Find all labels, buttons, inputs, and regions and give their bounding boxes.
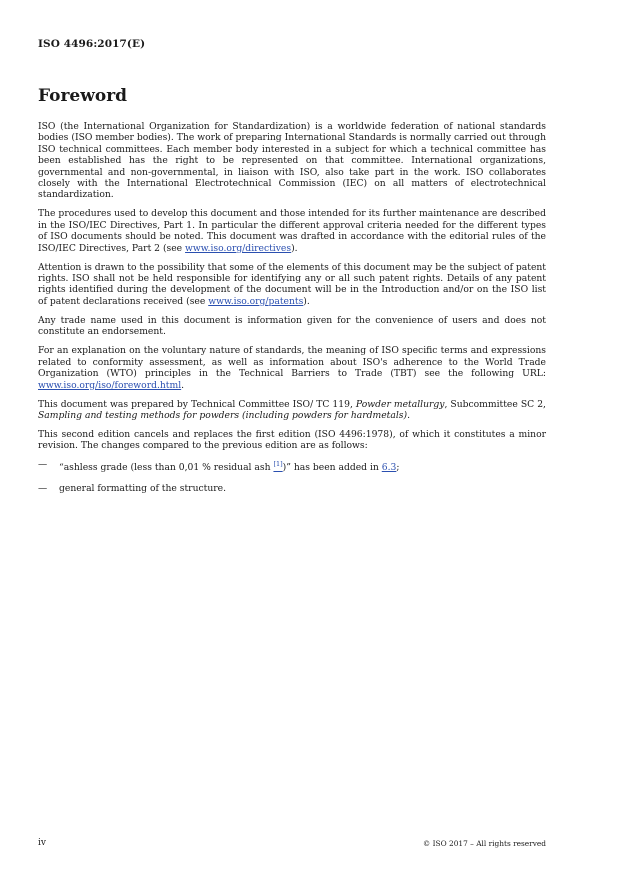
copyright-notice: © ISO 2017 – All rights reserved [422, 839, 546, 848]
list-text: )” has been added in [282, 462, 382, 474]
page-title: Foreword [38, 86, 128, 106]
list-item-text: general formatting of the structure. [59, 482, 226, 494]
paragraph-voluntary-nature [38, 345, 546, 391]
paragraph-text: ). [303, 295, 310, 307]
reference-number: [1] [273, 460, 283, 469]
paragraph-patents [38, 262, 546, 308]
paragraph-text: ISO (the International Organization for Standardization) is a worldwide federation of national standards bodies (ISO member bodies). The work of preparing International Standards is normally carried out through ISO technical committees. Each member body interested in a subject for which a technical committee has been established has the right to be represented on that committee. International organizations, governmental and non-governmental, in liaison with ISO, also take part in the work. ISO collaborates closely with the International Electrotechnical Commission (IEC) on all matters of electrotechnical standardization. [38, 121, 546, 201]
paragraph-text: . [181, 379, 185, 391]
paragraph-trade-name [38, 315, 546, 338]
patents-link[interactable]: www.iso.org/patents [208, 295, 304, 307]
list-dash: — [38, 459, 48, 471]
list-text: ; [396, 462, 400, 474]
paragraph-edition [38, 429, 546, 452]
list-item [38, 483, 546, 494]
paragraph-text: For an explanation on the voluntary nature of standards, the meaning of ISO specific terms and expressions related to conformity assessment, as well as information about ISO's adherence to the World Trade Organization (WTO) principles in the Technical Barriers to Trade (TBT) see the following URL: [38, 345, 546, 380]
directives-link[interactable]: www.iso.org/directives [185, 242, 292, 254]
subcommittee-title: Sampling and testing methods for powders (including powders for hardmetals) [38, 409, 408, 421]
paragraph-text: This second edition cancels and replaces the first edition (ISO 4496:1978), of which it constitutes a minor revision. The changes compared to the previous edition are as follows: [38, 428, 546, 452]
foreword-url-link[interactable]: www.iso.org/iso/foreword.html [38, 379, 182, 391]
paragraph-text: ). [291, 242, 298, 254]
list-text: “ashless grade (less than 0,01 % residual ash [59, 462, 274, 474]
committee-title: Powder metallurgy [355, 398, 445, 410]
clause-6-3-link[interactable]: 6.3 [381, 462, 397, 474]
paragraph-procedures [38, 208, 546, 254]
foreword-body [38, 121, 546, 503]
paragraph-text: The procedures used to develop this document and those intended for its further maintenance are described in the ISO/IEC Directives, Part 1. In particular the different approval criteria needed for the different types of ISO documents should be noted. This document was drafted in accordance with the editorial rules of the ISO/IEC Directives, Part 2 (see [38, 208, 546, 254]
paragraph-iso-overview [38, 121, 546, 201]
paragraph-text: . [407, 409, 411, 421]
list-item [38, 459, 546, 473]
page-number: iv [38, 838, 46, 848]
bibliography-ref-link[interactable] [273, 462, 282, 473]
paragraph-text: This document was prepared by Technical Committee ISO/ TC 119, [38, 398, 356, 410]
list-dash: — [38, 482, 48, 494]
paragraph-text: Attention is drawn to the possibility that some of the elements of this document may be the subject of patent rights. ISO shall not be held responsible for identifying any or all such patent rights. Details of any patent rights identified during the development of the document will be in the Introduction and/or on the ISO list of patent declarations received (see [38, 261, 546, 307]
list-item-text [59, 459, 399, 473]
paragraph-committee [38, 399, 546, 422]
paragraph-text: Any trade name used in this document is information given for the convenience of users and does not constitute an endorsement. [38, 314, 546, 338]
document-id: ISO 4496:2017(E) [38, 38, 146, 50]
paragraph-text: , Subcommittee SC 2, [444, 398, 546, 410]
